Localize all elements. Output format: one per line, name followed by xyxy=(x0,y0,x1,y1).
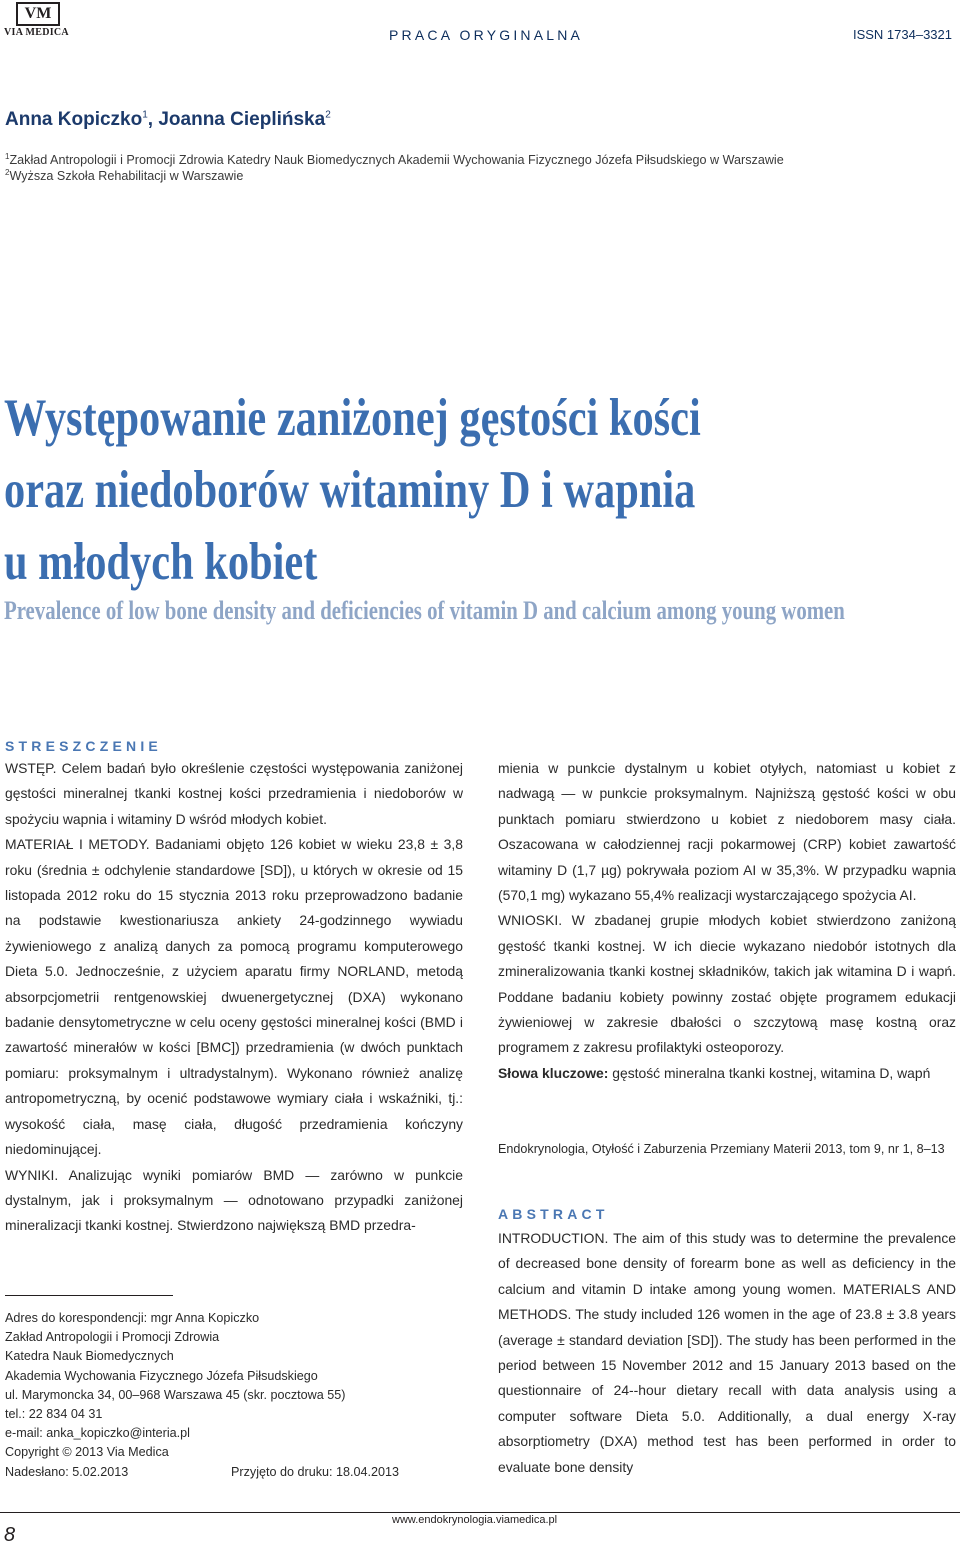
article-title xyxy=(4,382,954,598)
logo-text: VIA MEDICA xyxy=(4,27,69,38)
received-date: Nadesłano: 5.02.2013 xyxy=(5,1464,129,1479)
affiliation-2-sup: 2 xyxy=(5,168,10,177)
correspondence-divider xyxy=(5,1295,173,1296)
keywords-label: Słowa kluczowe: xyxy=(498,1064,609,1081)
corr-line: ul. Marymoncka 34, 00–968 Warszawa 45 (skr. pocztowa 55) xyxy=(5,1387,346,1402)
keywords xyxy=(498,1061,956,1086)
title-line-3: u młodych kobiet xyxy=(4,533,318,591)
affiliation-1-sup: 1 xyxy=(5,152,10,161)
logo-mark: VM xyxy=(16,2,60,26)
correspondence xyxy=(5,1309,445,1482)
corr-line: tel.: 22 834 04 31 xyxy=(5,1407,103,1422)
abstract-heading: ABSTRACT xyxy=(498,1206,609,1222)
footer-divider xyxy=(0,1512,960,1513)
streszczenie-right-column xyxy=(498,756,956,1086)
author-2-sup: 2 xyxy=(325,109,331,121)
article-type: PRACA ORYGINALNA xyxy=(389,27,584,43)
affiliation-1-text: Zakład Antropologii i Promocji Zdrowia Katedry Nauk Biomedycznych Akademii Wychowania Fizycznego Józefa Piłsudskiego w Warszawie xyxy=(9,153,784,168)
streszczenie-methods: MATERIAŁ I METODY. Badaniami objęto 126 kobiet w wieku 23,8 ± 3,8 roku (średnia ± odchylenie standardowe [SD]), u których w okresie od 15 listopada 2012 roku do 15 stycznia 2013 roku przeprowadzono badanie na podstawie kwestionariusza ankiety 24-godzinnego wywiadu żywieniowego z analizą danych za pomocą programu komputerowego Dieta 5.0. Jednocześnie, z użyciem aparatu firmy NORLAND, metodą absorpcjometrii rentgenowskiej dwuenergetycznej (DXA) wykonano badanie densytometryczne w celu oceny gęstości mineralnej kości (BMD i zawartość minerałów w kości [BMC]) przedramienia (w dwóch punktach pomiaru: proksymalnym i ultradystalnym). Wykonano również analizę antropometryczną, by ocenić podstawowe wymiary ciała i wskaźniki, tj.: wysokość ciała, masę ciała, długość przedramienia kończyny niedominującej. xyxy=(5,836,463,1158)
streszczenie-left-column xyxy=(5,756,463,1239)
author-1-sup: 1 xyxy=(142,109,148,121)
accepted-date: Przyjęto do druku: 18.04.2013 xyxy=(231,1464,400,1479)
journal-url[interactable]: www.endokrynologia.viamedica.pl xyxy=(392,1514,558,1526)
streszczenie-conclusions: WNIOSKI. W zbadanej grupie młodych kobiet stwierdzono zaniżoną gęstość tkanki kostnej. W ich diecie wykazano niedobór istotnych dla zmineralizowania tkanki kostnej składników, takich jak witamina D i wapń. Poddane badaniu kobiety powinny zostać objęte programem edukacji żywieniowej w zakresie dbałości o szczytową masę kostną oraz programem z zakresu profilaktyki osteoporozy. xyxy=(498,912,956,1056)
corr-email: e-mail: anka_kopiczko@interia.pl xyxy=(5,1426,190,1441)
title-line-1: Występowanie zaniżonej gęstości kości xyxy=(4,389,701,447)
issn: ISSN 1734–3321 xyxy=(852,27,952,42)
corr-copyright: Copyright © 2013 Via Medica xyxy=(5,1445,169,1460)
corr-line: Katedra Nauk Biomedycznych xyxy=(5,1349,174,1364)
streszczenie-intro: WSTĘP. Celem badań było określenie częstości występowania zaniżonej gęstości mineralnej tkanki kostnej kości przedramienia i niedoborów w spożyciu wapnia i witaminy D wśród młodych kobiet. xyxy=(5,760,463,827)
streszczenie-results-cont: mienia w punkcie dystalnym u kobiet otyłych, natomiast u kobiet z nadwagą — w punkcie proksymalnym. Najniższą gęstość kości w obu punktach pomiaru stwierdzono u kobiet z niedoborem masy ciała. Oszacowana w całodziennej racji pokarmowej (CRP) kobiet zawartość witaminy D (1,7 µg) pokrywała poziom AI w 35,3%. W przypadku wapnia (570,1 mg) wykazano 55,4% realizacji wystarczającego spożycia AI. xyxy=(498,760,956,904)
streszczenie-results: WYNIKI. Analizując wyniki pomiarów BMD — zarówno w punkcie dystalnym, jak i proksymalnym — odnotowano przypadki zaniżonej mineralizacji tkanki kostnej. Stwierdzono największą BMD przedra- xyxy=(5,1166,463,1234)
streszczenie-heading: STRESZCZENIE xyxy=(5,738,162,754)
english-title: Prevalence of low bone density and deficiencies of vitamin D and calcium among young women xyxy=(4,596,845,625)
corr-line: Akademia Wychowania Fizycznego Józefa Piłsudskiego xyxy=(5,1368,318,1383)
affiliation-2 xyxy=(5,168,243,183)
author-2: Joanna Cieplińska xyxy=(158,109,326,130)
authors xyxy=(5,109,331,131)
corr-line: Adres do korespondencji: mgr Anna Kopiczko xyxy=(5,1311,260,1325)
author-separator: , xyxy=(147,109,159,130)
publisher-logo xyxy=(4,2,80,36)
page-number: 8 xyxy=(4,1524,16,1546)
abstract-text: INTRODUCTION. The aim of this study was to determine the prevalence of decreased bone density of forearm bone as well as deficiency in the calcium and vitamin D intake among young women. MATERIALS AND METHODS. The study included 126 women in the age of 23.8 ± 3.8 years (average ± standard deviation [SD]). The study has been performed in the period between 15 November 2012 and 15 January 2013 based on the questionnaire of 24--hour dietary recall with data analysis using a computer software Dieta 5.0. Additionally, a dual energy X-ray absorptiometry (DXA) method test has been performed in order to evaluate bone density xyxy=(498,1230,956,1475)
keywords-text: gęstość mineralna tkanki kostnej, witamina D, wapń xyxy=(612,1064,931,1081)
corr-dates xyxy=(5,1463,445,1482)
author-1: Anna Kopiczko xyxy=(5,109,143,130)
journal-citation: Endokrynologia, Otyłość i Zaburzenia Przemiany Materii 2013, tom 9, nr 1, 8–13 xyxy=(498,1142,945,1156)
title-line-2: oraz niedoborów witaminy D i wapnia xyxy=(4,461,696,519)
affiliation-1 xyxy=(5,152,784,167)
affiliation-2-text: Wyższa Szkoła Rehabilitacji w Warszawie xyxy=(9,169,244,184)
corr-line: Zakład Antropologii i Promocji Zdrowia xyxy=(5,1330,220,1345)
